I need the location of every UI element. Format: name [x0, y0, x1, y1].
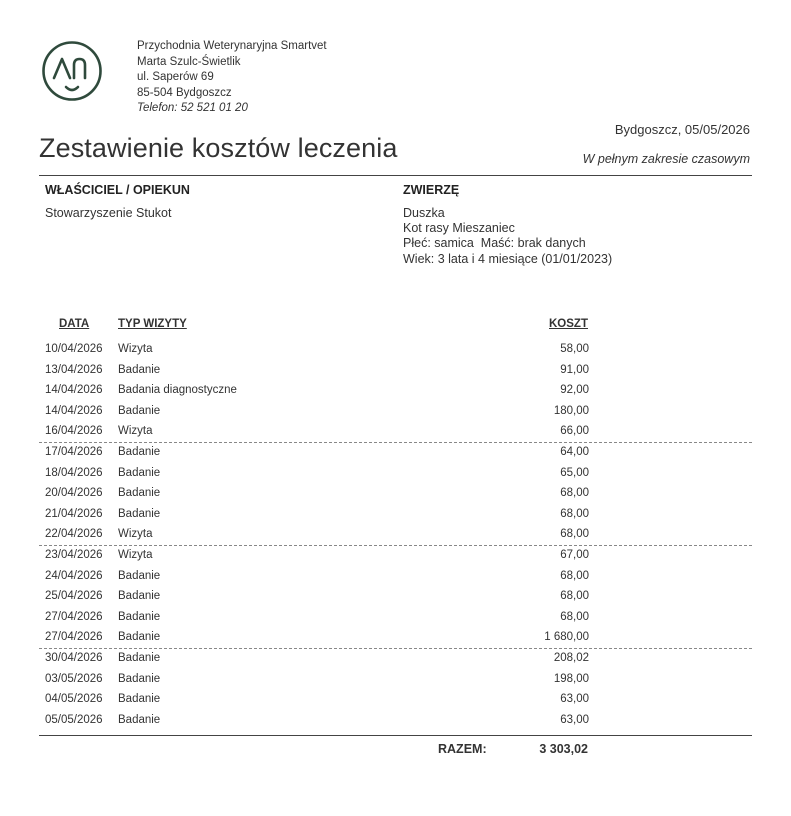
table-row: [39, 505, 752, 526]
row-date: 13/04/2026: [45, 363, 103, 376]
table-row: [39, 546, 752, 567]
row-date: 22/04/2026: [45, 528, 103, 541]
clinic-address-block: [137, 39, 327, 117]
row-date: 27/04/2026: [45, 610, 103, 623]
clinic-person: Marta Szulc-Świetlik: [137, 55, 241, 68]
row-cost: 63,00: [560, 693, 589, 706]
table-row: [39, 484, 752, 505]
row-type: Wizyta: [118, 343, 153, 355]
header-divider: [39, 175, 752, 176]
row-date: 27/04/2026: [45, 631, 103, 644]
row-type: Badanie: [118, 445, 161, 458]
row-type: Badanie: [118, 507, 161, 520]
row-type: Wizyta: [118, 548, 153, 561]
row-type: Badanie: [118, 713, 161, 726]
table-row: [39, 464, 752, 485]
total-label: RAZEM:: [438, 742, 487, 756]
owner-heading: WŁAŚCICIEL / OPIEKUN: [45, 183, 190, 197]
row-type: Badanie: [118, 610, 161, 623]
animal-heading: ZWIERZĘ: [403, 183, 460, 197]
row-date: 23/04/2026: [45, 548, 103, 561]
table-row: [39, 608, 752, 629]
row-type: Badanie: [118, 651, 161, 664]
row-cost: 58,00: [560, 343, 589, 355]
row-cost: 68,00: [560, 590, 589, 603]
row-cost: 65,00: [560, 466, 589, 479]
table-row: [39, 361, 752, 382]
row-cost: 64,00: [560, 445, 589, 458]
column-header-date: DATA: [59, 318, 90, 330]
table-row: [39, 670, 752, 691]
cost-table-body: [39, 340, 752, 731]
owner-name: Stowarzyszenie Stukot: [45, 206, 172, 220]
table-row: [39, 587, 752, 608]
row-cost: 180,00: [553, 404, 589, 417]
animal-name: Duszka: [403, 206, 445, 220]
row-cost: 208,02: [553, 651, 589, 664]
row-date: 10/04/2026: [45, 343, 103, 355]
clinic-street: ul. Saperów 69: [137, 71, 214, 83]
row-cost: 91,00: [560, 363, 589, 376]
row-date: 14/04/2026: [45, 384, 103, 397]
clinic-name: Przychodnia Weterynaryjna Smartvet: [137, 40, 327, 52]
row-date: 16/04/2026: [45, 425, 103, 438]
row-cost: 66,00: [560, 425, 589, 438]
row-cost: 68,00: [560, 569, 589, 582]
column-header-cost: KOSZT: [549, 318, 588, 330]
table-row: [39, 711, 752, 732]
row-type: Badanie: [118, 590, 161, 603]
table-row: [39, 525, 752, 546]
row-type: Wizyta: [118, 425, 153, 438]
row-cost: 68,00: [560, 507, 589, 520]
row-type: Wizyta: [118, 528, 153, 541]
clinic-city: 85-504 Bydgoszcz: [137, 86, 232, 99]
table-row: [39, 567, 752, 588]
row-date: 04/05/2026: [45, 693, 103, 706]
animal-age: Wiek: 3 lata i 4 miesiące (01/01/2023): [403, 251, 613, 266]
row-type: Badania diagnostyczne: [118, 384, 237, 397]
animal-breed: Kot rasy Mieszaniec: [403, 221, 515, 236]
row-type: Badanie: [118, 466, 161, 479]
row-date: 05/05/2026: [45, 713, 103, 726]
row-date: 20/04/2026: [45, 487, 103, 500]
animal-details: [403, 206, 612, 267]
total-value: 3 303,02: [539, 742, 588, 756]
row-date: 25/04/2026: [45, 590, 103, 603]
row-date: 03/05/2026: [45, 672, 103, 685]
row-cost: 68,00: [560, 610, 589, 623]
table-row: [39, 443, 752, 464]
animal-sex-color: Płeć: samica Maść: brak danych: [403, 236, 586, 251]
row-type: Badanie: [118, 363, 161, 376]
row-cost: 92,00: [560, 384, 589, 397]
table-row: [39, 690, 752, 711]
row-date: 18/04/2026: [45, 466, 103, 479]
row-type: Badanie: [118, 631, 161, 644]
row-cost: 198,00: [553, 672, 589, 685]
place-date: Bydgoszcz, 05/05/2026: [614, 122, 750, 137]
row-type: Badanie: [118, 404, 161, 417]
page-title: Zestawienie kosztów leczenia: [39, 133, 398, 163]
table-row: [39, 340, 752, 361]
date-range-note: W pełnym zakresie czasowym: [582, 152, 750, 166]
row-cost: 68,00: [560, 528, 589, 541]
row-type: Badanie: [118, 672, 161, 685]
row-date: 21/04/2026: [45, 507, 103, 520]
row-type: Badanie: [118, 569, 161, 582]
clinic-phone: Telefon: 52 521 01 20: [137, 102, 248, 114]
row-type: Badanie: [118, 693, 161, 706]
row-date: 17/04/2026: [45, 445, 103, 458]
row-cost: 68,00: [560, 487, 589, 500]
row-type: Badanie: [118, 487, 161, 500]
row-cost: 67,00: [560, 548, 589, 561]
row-cost: 63,00: [560, 713, 589, 726]
row-date: 24/04/2026: [45, 569, 103, 582]
table-row: [39, 649, 752, 670]
row-date: 14/04/2026: [45, 404, 103, 417]
table-row: [39, 402, 752, 423]
row-cost: 1 680,00: [544, 631, 589, 644]
row-date: 30/04/2026: [45, 651, 103, 664]
table-row: [39, 381, 752, 402]
table-row: [39, 422, 752, 443]
column-header-type: TYP WIZYTY: [118, 318, 187, 330]
table-bottom-divider: [39, 735, 752, 736]
cat-face-logo-icon: [41, 40, 103, 102]
table-row: [39, 628, 752, 649]
